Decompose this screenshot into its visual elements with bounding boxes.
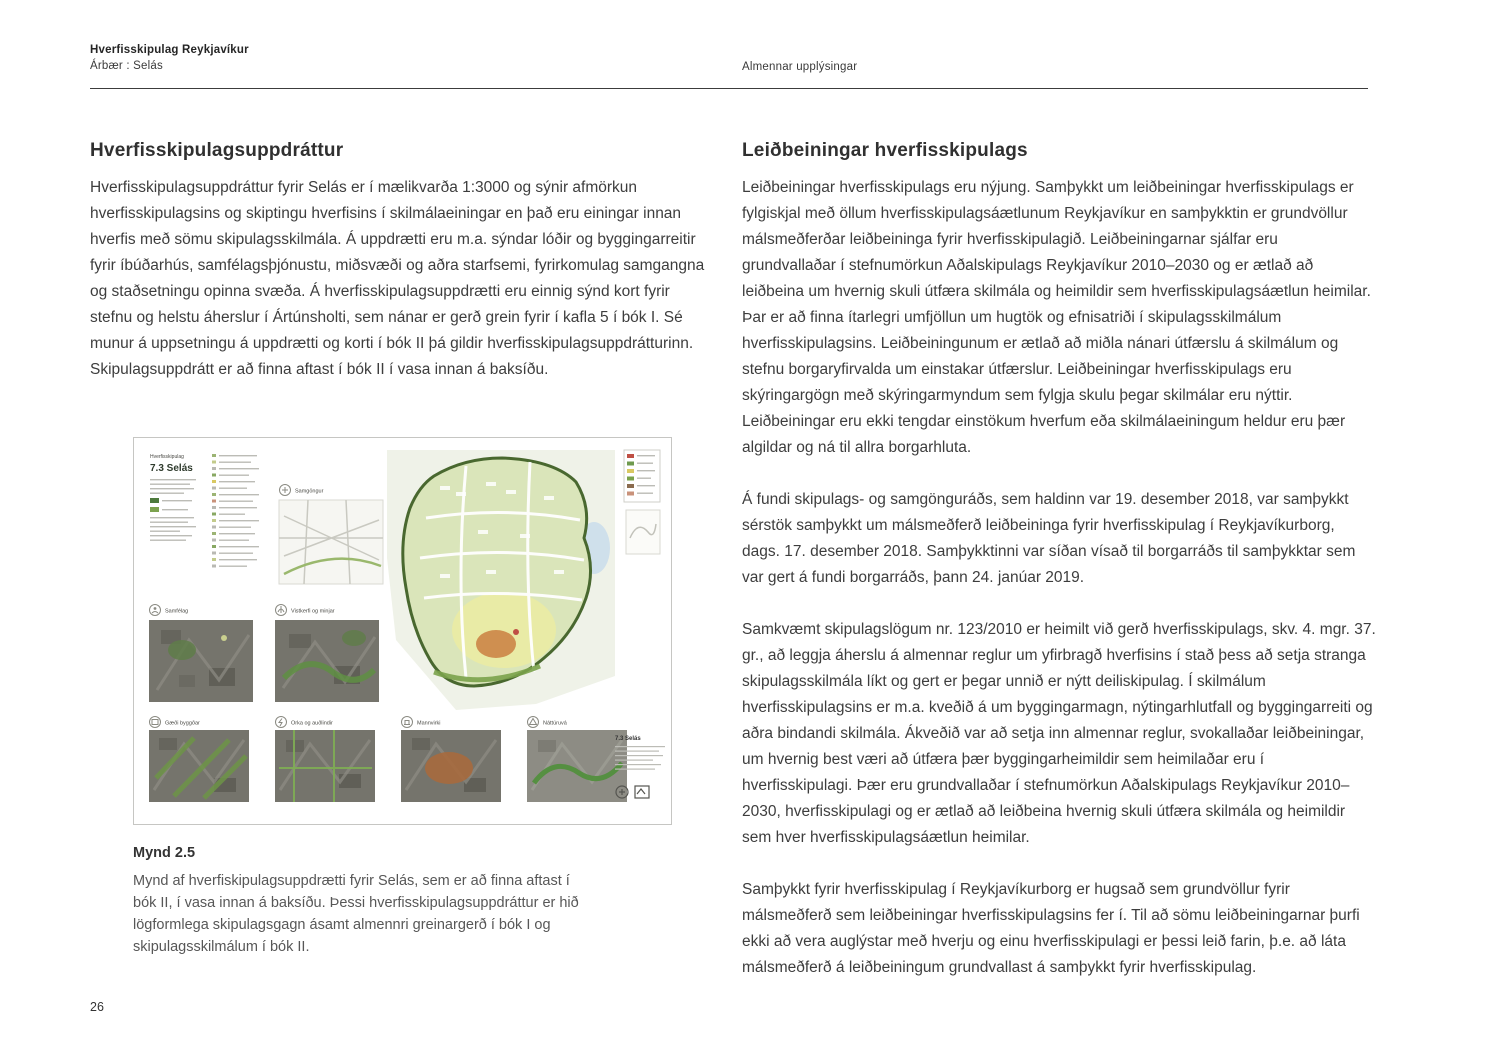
map-sheet-graphic <box>134 438 671 824</box>
left-heading: Hverfisskipulagsuppdráttur <box>90 140 344 161</box>
panel-label: Vistkerfi og minjar <box>291 608 335 615</box>
page-number: 26 <box>90 1000 104 1014</box>
panel-natturuva <box>527 717 627 803</box>
title-legend-lines-2 <box>150 517 196 541</box>
left-column <box>90 140 714 409</box>
legend-line <box>162 500 192 501</box>
doc-title: Hverfisskipulag Reykjavíkur <box>90 44 249 56</box>
gaedi-byggdar-icon <box>150 717 161 728</box>
publisher-logo-icon <box>635 786 649 798</box>
legend-swatch-green <box>150 498 159 503</box>
large-map <box>387 450 615 710</box>
mini-legend <box>624 450 660 554</box>
right-paragraph-2: Á fundi skipulags- og samgönguráðs, sem haldinn var 19. desember 2018, var samþykkt sérstök samþykkt um málsmeðferð leiðbeininga fyrir hverfisskipulag í Reykjavíkurborg, dags. 17. desember 2018. Samþykktinni var síðan vísað til borgarráðs til samþykktar sem var gert á fundi borgarráðs, þann 24. janúar 2019. <box>742 491 1356 586</box>
figure-doc-title: 7.3 Selás <box>150 463 193 474</box>
header-section-label: Almennar upplýsingar <box>742 61 858 73</box>
caption-body: Mynd af hverfiskipulagsuppdrætti fyrir Selás, sem er að finna aftast í bók II, í vasa innan á baksíðu. Þessi hverfisskipulagsuppdráttur er hið lögformlega skipulagsgagn ásamt almennri greinargerð í bók I og skipulagsskilmálum í bók II. <box>133 873 579 955</box>
panel-samfelag <box>149 605 253 703</box>
right-paragraph-3: Samkvæmt skipulagslögum nr. 123/2010 er heimilt við gerð hverfisskipulags, skv. 4. mgr. 37. gr., að leggja áherslu á almennar reglur um yfirbragð hverfisins í stað þess að setja stranga skipulagsskilmála líkt og gert er þegar unnið er nýtt deiliskipulag. Í skilmálum hverfisskipulagsins er m.a. kveðið á um byggingarmagn, nýtingarhlutfall og byggingarreiti og aðra bindandi skilmála. Ákveðið var að setja inn almennar reglur, svokallaðar leiðbeiningar, um hvernig best væri að útfæra þær byggingarheimildir sem heimilaðar eru í hverfisskipulagi. Þær eru grundvallaðar í stefnumörkun Aðalskipulags Reykjavíkur 2010–2030, hverfisskipulagi og er ætlað að leiðbeina hvernig skuli útfæra skilmála og heimildir sem hver hverfisskipulagsáætlun heimilar. <box>742 621 1376 846</box>
panel-label: Samgöngur <box>295 488 324 495</box>
title-legend-lines <box>150 479 196 494</box>
samfelag-icon <box>150 605 161 616</box>
center-area <box>476 630 516 658</box>
panel-label: Orka og auðlindir <box>291 720 333 727</box>
mannvirki-icon <box>402 717 413 728</box>
header <box>90 44 249 72</box>
left-paragraph: Hverfisskipulagsuppdráttur fyrir Selás er í mælikvarða 1:3000 og sýnir afmörkun hverfisskipulagsins og skiptingu hverfisins í skilmálaeiningar en það eru einingar innan hverfis með sömu skipulagsskilmála. Á uppdrætti eru m.a. sýndar lóðir og byggingarreitir fyrir íbúðarhús, samfélagsþjónustu, miðsvæði og aðra starfsemi, fyrirkomulag samgangna og staðsetningu opinna svæða. Á hverfisskipulagsuppdrætti eru einnig sýnd kort fyrir stefnu og helstu áherslur í Ártúnsholti, sem nánar er gerð grein fyrir í kafla 5 í bók I. Sé munur á uppsetningu á uppdrætti og korti í bók II þá gildir hverfisskipulagsuppdrátturinn. Skipulagsuppdrátt er að finna aftast í bók II í vasa innan á baksíðu. <box>90 179 705 378</box>
header-rule <box>90 88 1368 89</box>
panel-label: Samfélag <box>165 608 189 615</box>
figure-caption <box>133 845 585 958</box>
doc-subtitle: Árbær : Selás <box>90 60 163 72</box>
figure-map-sheet <box>133 437 672 825</box>
figure-doc-label: Hverfisskipulag <box>150 454 184 460</box>
right-paragraph-1: Leiðbeiningar hverfisskipulags eru nýjung. Samþykkt um leiðbeiningar hverfisskipulags er fylgiskjal með öllum hverfisskipulagsáætlunum Reykjavíkur en samþykktin er grundvöllur málsmeðferðar leiðbeininga fyrir hverfisskipulagið. Leiðbeiningarnar sjálfar eru grundvallaðar í stefnumörkun Aðalskipulags Reykjavíkur 2010–2030 og er ætlað að leiðbeina um hvernig skuli útfæra skilmála og heimildir sem hverfisskipulagsáætlun heimilar. Þar er að finna ítarlegri umfjöllun um hugtök og efnisatriði í skipulagsskilmálum hverfisskipulagsins. Leiðbeiningunum er ætlað að miðla nánari útfærslu á skilmálum og stefnu borgaryfirvalda um einstakar útfærslur. Leiðbeiningar hverfisskipulags eru skýringargögn með skýringarmyndum sem fylgja skulu þegar skilmálar eru nýttir. Leiðbeiningar eru ekki tengdar einstökum hverfum eða skilmálaeiningum heldur eru þær algildar og ná til allra borgarhluta. <box>742 179 1371 456</box>
panel-vistkerfi <box>275 605 379 703</box>
figure-legend-column <box>212 454 259 568</box>
panel-orka <box>275 717 375 803</box>
panel-label: Náttúruvá <box>543 720 567 727</box>
panel-gaedi-byggdar <box>149 717 249 803</box>
poi-dot <box>513 629 519 635</box>
right-column <box>742 140 1376 1007</box>
caption-title: Mynd 2.5 <box>133 845 196 861</box>
right-paragraph-4: Samþykkt fyrir hverfisskipulag í Reykjavíkurborg er hugsað sem grundvöllur fyrir málsmeðferð sem leiðbeiningar hverfisskipulagsins fer í. Til að sömu leiðbeiningarnar þurfi ekki að vera auglýstar með hverju og einu hverfisskipulagi er þessi leið farin, þ.e. að láta málsmeðferð á leiðbeiningum grundvallast á samþykkt fyrir hverfisskipulag. <box>742 881 1360 976</box>
figure-title-block <box>150 454 196 541</box>
panel-samgongur <box>279 485 383 585</box>
right-heading: Leiðbeiningar hverfisskipulags <box>742 140 1028 161</box>
panel-label: Mannvirki <box>417 720 441 727</box>
panel-label: Gæði byggðar <box>165 720 200 727</box>
figure-footer-title: 7.3 Selás <box>615 736 641 742</box>
panel-mannvirki <box>401 717 501 803</box>
legend-swatch-lightgreen <box>150 507 159 512</box>
legend-line <box>162 509 188 510</box>
